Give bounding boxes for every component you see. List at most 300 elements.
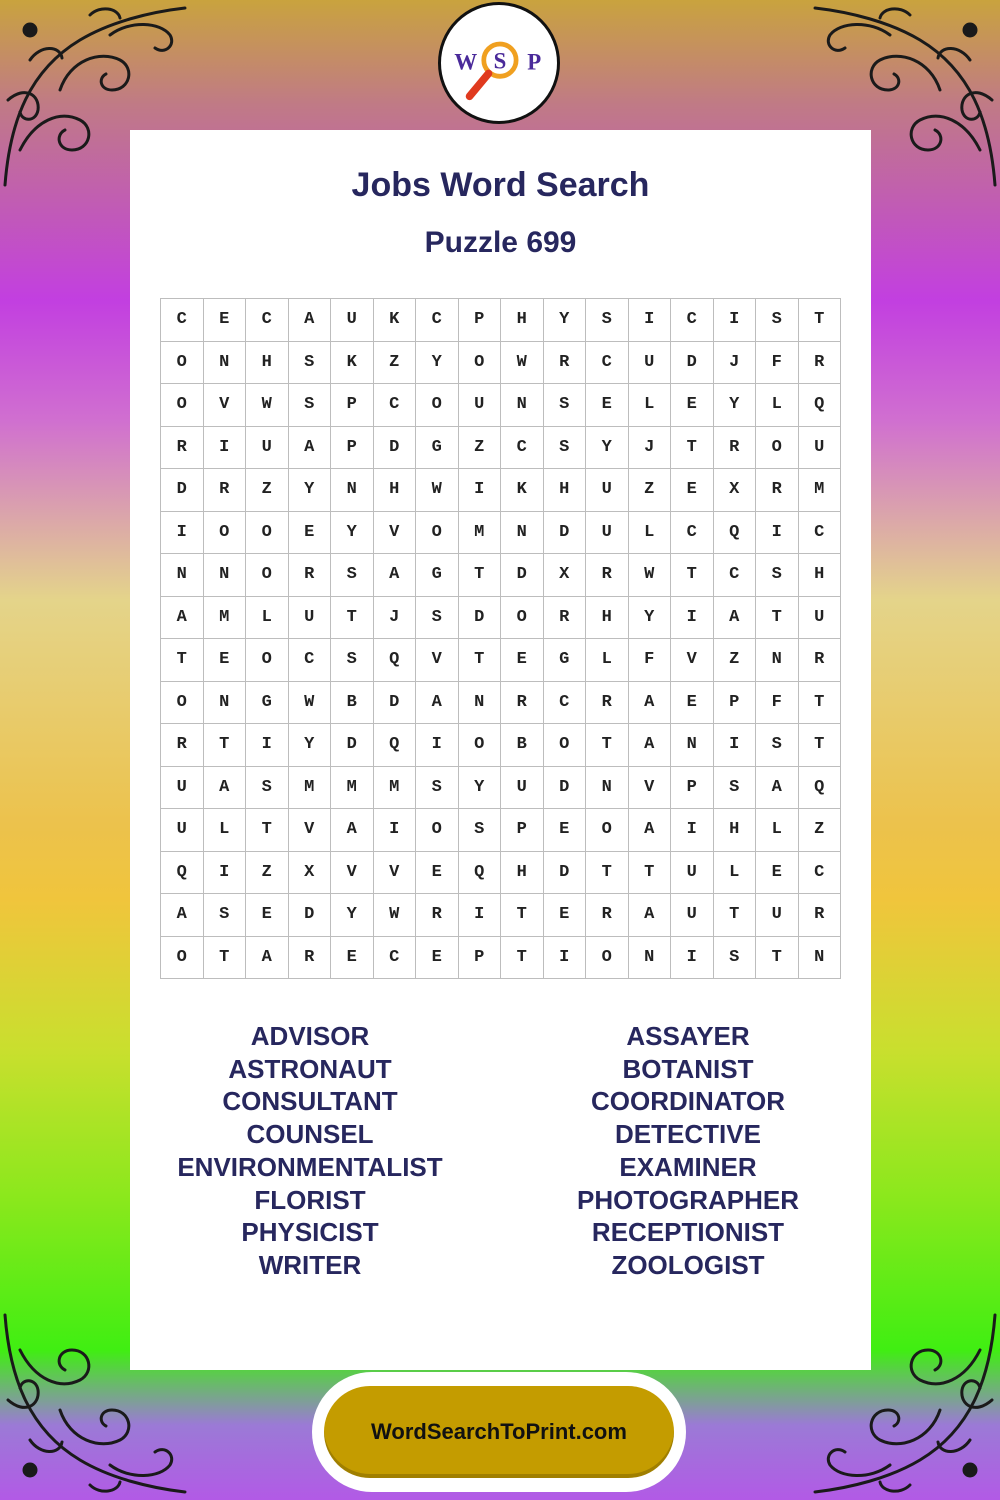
grid-cell[interactable]: O: [543, 724, 586, 767]
grid-cell[interactable]: S: [288, 384, 331, 427]
grid-cell[interactable]: L: [203, 809, 246, 852]
grid-cell[interactable]: N: [203, 341, 246, 384]
grid-cell[interactable]: S: [203, 894, 246, 937]
grid-cell[interactable]: X: [713, 469, 756, 512]
grid-cell[interactable]: A: [416, 681, 459, 724]
grid-cell[interactable]: O: [161, 936, 204, 979]
word-list-item: ASSAYER: [626, 1021, 750, 1051]
grid-cell[interactable]: L: [628, 384, 671, 427]
grid-cell[interactable]: Z: [246, 469, 289, 512]
grid-cell[interactable]: L: [756, 809, 799, 852]
grid-cell[interactable]: Y: [586, 426, 629, 469]
grid-cell[interactable]: C: [161, 299, 204, 342]
grid-cell[interactable]: D: [543, 851, 586, 894]
grid-cell[interactable]: F: [628, 639, 671, 682]
grid-cell[interactable]: A: [161, 596, 204, 639]
grid-cell[interactable]: N: [756, 639, 799, 682]
grid-cell[interactable]: U: [671, 851, 714, 894]
grid-cell[interactable]: N: [501, 511, 544, 554]
grid-cell[interactable]: A: [628, 809, 671, 852]
grid-cell[interactable]: R: [161, 724, 204, 767]
puzzle-sheet: [130, 130, 871, 1370]
grid-row: [161, 596, 841, 639]
page-title: Jobs Word Search: [351, 166, 650, 204]
grid-cell[interactable]: G: [416, 426, 459, 469]
grid-cell[interactable]: G: [416, 554, 459, 597]
grid-cell[interactable]: V: [203, 384, 246, 427]
grid-cell[interactable]: L: [713, 851, 756, 894]
grid-cell[interactable]: A: [373, 554, 416, 597]
grid-cell[interactable]: D: [501, 554, 544, 597]
grid-cell[interactable]: Y: [543, 299, 586, 342]
grid-cell[interactable]: O: [416, 511, 459, 554]
grid-cell[interactable]: Y: [416, 341, 459, 384]
grid-cell[interactable]: S: [713, 936, 756, 979]
grid-cell[interactable]: C: [798, 511, 841, 554]
grid-cell[interactable]: R: [586, 681, 629, 724]
grid-cell[interactable]: C: [373, 936, 416, 979]
grid-cell[interactable]: T: [501, 936, 544, 979]
grid-cell[interactable]: P: [501, 809, 544, 852]
grid-cell[interactable]: O: [458, 724, 501, 767]
grid-cell[interactable]: T: [756, 596, 799, 639]
grid-cell[interactable]: O: [161, 341, 204, 384]
grid-cell[interactable]: O: [501, 596, 544, 639]
word-list-item: COORDINATOR: [590, 1086, 786, 1117]
word-list-item: PHOTOGRAPHER: [577, 1184, 799, 1215]
grid-cell[interactable]: S: [713, 766, 756, 809]
grid-cell[interactable]: P: [671, 766, 714, 809]
grid-cell[interactable]: A: [288, 299, 331, 342]
grid-cell[interactable]: I: [628, 299, 671, 342]
grid-cell[interactable]: K: [373, 299, 416, 342]
grid-cell[interactable]: I: [671, 809, 714, 852]
grid-cell[interactable]: Y: [331, 894, 374, 937]
grid-cell[interactable]: I: [713, 724, 756, 767]
grid-cell[interactable]: O: [161, 384, 204, 427]
grid-cell[interactable]: E: [671, 384, 714, 427]
grid-cell[interactable]: K: [501, 469, 544, 512]
grid-row: [161, 384, 841, 427]
grid-cell[interactable]: T: [671, 426, 714, 469]
grid-cell[interactable]: I: [671, 936, 714, 979]
grid-cell[interactable]: D: [161, 469, 204, 512]
grid-cell[interactable]: U: [161, 766, 204, 809]
grid-cell[interactable]: D: [288, 894, 331, 937]
grid-cell[interactable]: I: [416, 724, 459, 767]
grid-cell[interactable]: Q: [798, 384, 841, 427]
word-list-item: ENVIRONMENTALIST: [177, 1151, 443, 1182]
word-list-item: DETECTIVE: [615, 1119, 761, 1150]
word-list-item: FLORIST: [254, 1184, 366, 1215]
grid-cell[interactable]: A: [756, 766, 799, 809]
grid-cell[interactable]: D: [331, 724, 374, 767]
grid-cell[interactable]: I: [246, 724, 289, 767]
grid-cell[interactable]: J: [628, 426, 671, 469]
grid-cell[interactable]: F: [756, 341, 799, 384]
grid-cell[interactable]: K: [331, 341, 374, 384]
grid-cell[interactable]: U: [331, 299, 374, 342]
grid-cell[interactable]: Z: [628, 469, 671, 512]
grid-cell[interactable]: N: [586, 766, 629, 809]
grid-cell[interactable]: O: [458, 341, 501, 384]
grid-cell[interactable]: N: [203, 681, 246, 724]
letter-grid: [160, 298, 841, 979]
grid-cell[interactable]: T: [798, 681, 841, 724]
grid-cell[interactable]: I: [543, 936, 586, 979]
grid-cell[interactable]: S: [416, 766, 459, 809]
grid-row: [161, 469, 841, 512]
grid-cell[interactable]: A: [628, 681, 671, 724]
grid-cell[interactable]: I: [161, 511, 204, 554]
grid-cell[interactable]: R: [501, 681, 544, 724]
grid-row: [161, 809, 841, 852]
grid-cell[interactable]: E: [501, 639, 544, 682]
grid-cell[interactable]: Q: [713, 511, 756, 554]
grid-cell[interactable]: V: [416, 639, 459, 682]
grid-cell[interactable]: A: [628, 894, 671, 937]
grid-cell[interactable]: S: [543, 384, 586, 427]
word-list-item: COUNSEL: [246, 1119, 374, 1150]
grid-cell[interactable]: Z: [373, 341, 416, 384]
grid-cell[interactable]: T: [713, 894, 756, 937]
grid-cell[interactable]: A: [246, 936, 289, 979]
grid-cell[interactable]: T: [458, 554, 501, 597]
grid-cell[interactable]: D: [543, 511, 586, 554]
grid-cell[interactable]: U: [798, 426, 841, 469]
grid-cell[interactable]: Y: [458, 766, 501, 809]
grid-cell[interactable]: R: [288, 936, 331, 979]
grid-row: [161, 511, 841, 554]
word-list-item: BOTANIST: [622, 1053, 754, 1084]
grid-row: [161, 766, 841, 809]
grid-cell[interactable]: N: [161, 554, 204, 597]
grid-cell[interactable]: I: [713, 299, 756, 342]
grid-cell[interactable]: S: [331, 639, 374, 682]
grid-cell[interactable]: R: [798, 341, 841, 384]
grid-cell[interactable]: R: [203, 469, 246, 512]
grid-cell[interactable]: R: [798, 894, 841, 937]
grid-cell[interactable]: X: [543, 554, 586, 597]
grid-cell[interactable]: N: [331, 469, 374, 512]
grid-cell[interactable]: O: [756, 426, 799, 469]
grid-cell[interactable]: L: [246, 596, 289, 639]
grid-cell[interactable]: H: [713, 809, 756, 852]
grid-row: [161, 894, 841, 937]
logo-letter-p: P: [527, 49, 542, 75]
word-list-item: CONSULTANT: [222, 1086, 398, 1117]
grid-cell[interactable]: U: [586, 511, 629, 554]
grid-cell[interactable]: H: [246, 341, 289, 384]
grid-cell[interactable]: E: [331, 936, 374, 979]
grid-cell[interactable]: A: [203, 766, 246, 809]
grid-cell[interactable]: A: [713, 596, 756, 639]
grid-cell[interactable]: U: [756, 894, 799, 937]
grid-cell[interactable]: P: [713, 681, 756, 724]
word-list-right: [508, 1020, 868, 1282]
grid-cell[interactable]: R: [798, 639, 841, 682]
grid-cell[interactable]: T: [586, 724, 629, 767]
site-link[interactable]: WordSearchToPrint.com: [324, 1386, 674, 1478]
grid-cell[interactable]: O: [416, 809, 459, 852]
grid-cell[interactable]: T: [586, 851, 629, 894]
grid-cell[interactable]: C: [671, 299, 714, 342]
grid-cell[interactable]: A: [331, 809, 374, 852]
grid-cell[interactable]: M: [203, 596, 246, 639]
grid-cell[interactable]: W: [416, 469, 459, 512]
grid-cell[interactable]: I: [458, 894, 501, 937]
grid-cell[interactable]: P: [331, 384, 374, 427]
grid-cell[interactable]: E: [203, 639, 246, 682]
grid-cell[interactable]: N: [203, 554, 246, 597]
grid-cell[interactable]: O: [246, 554, 289, 597]
word-list-item: EXAMINER: [619, 1151, 757, 1182]
grid-cell[interactable]: T: [203, 724, 246, 767]
grid-cell[interactable]: C: [246, 299, 289, 342]
grid-cell[interactable]: A: [288, 426, 331, 469]
grid-cell[interactable]: U: [458, 384, 501, 427]
grid-cell[interactable]: C: [543, 681, 586, 724]
grid-cell[interactable]: I: [373, 809, 416, 852]
grid-cell[interactable]: U: [246, 426, 289, 469]
grid-row: [161, 639, 841, 682]
grid-cell[interactable]: E: [203, 299, 246, 342]
grid-cell[interactable]: I: [203, 851, 246, 894]
grid-cell[interactable]: Y: [331, 511, 374, 554]
grid-cell[interactable]: R: [713, 426, 756, 469]
grid-cell[interactable]: N: [501, 384, 544, 427]
grid-cell[interactable]: R: [288, 554, 331, 597]
grid-cell[interactable]: E: [586, 384, 629, 427]
grid-cell[interactable]: S: [543, 426, 586, 469]
grid-cell[interactable]: A: [628, 724, 671, 767]
grid-cell[interactable]: P: [458, 299, 501, 342]
grid-cell[interactable]: R: [756, 469, 799, 512]
grid-cell[interactable]: T: [671, 554, 714, 597]
grid-cell[interactable]: T: [331, 596, 374, 639]
grid-cell[interactable]: T: [798, 299, 841, 342]
grid-cell[interactable]: E: [288, 511, 331, 554]
grid-cell[interactable]: O: [586, 809, 629, 852]
grid-row: [161, 341, 841, 384]
grid-row: [161, 851, 841, 894]
grid-cell[interactable]: S: [756, 299, 799, 342]
grid-cell[interactable]: Y: [288, 724, 331, 767]
footer-badge: [312, 1372, 686, 1492]
grid-cell[interactable]: M: [373, 766, 416, 809]
grid-cell[interactable]: F: [756, 681, 799, 724]
grid-cell[interactable]: A: [161, 894, 204, 937]
grid-cell[interactable]: V: [628, 766, 671, 809]
grid-cell[interactable]: B: [501, 724, 544, 767]
grid-cell[interactable]: E: [416, 851, 459, 894]
grid-cell[interactable]: V: [373, 511, 416, 554]
grid-cell[interactable]: W: [628, 554, 671, 597]
grid-cell[interactable]: R: [543, 341, 586, 384]
grid-cell[interactable]: L: [756, 384, 799, 427]
grid-cell[interactable]: D: [373, 681, 416, 724]
logo-letter-w: W: [454, 49, 478, 75]
grid-row: [161, 426, 841, 469]
grid-cell[interactable]: C: [713, 554, 756, 597]
grid-cell[interactable]: D: [543, 766, 586, 809]
grid-cell[interactable]: O: [586, 936, 629, 979]
grid-cell[interactable]: E: [246, 894, 289, 937]
grid-cell[interactable]: Y: [628, 596, 671, 639]
grid-cell[interactable]: S: [331, 554, 374, 597]
grid-cell[interactable]: T: [501, 894, 544, 937]
grid-cell[interactable]: H: [373, 469, 416, 512]
grid-cell[interactable]: M: [458, 511, 501, 554]
grid-cell[interactable]: M: [331, 766, 374, 809]
grid-cell[interactable]: X: [288, 851, 331, 894]
grid-cell[interactable]: Y: [713, 384, 756, 427]
grid-cell[interactable]: E: [543, 809, 586, 852]
grid-cell[interactable]: V: [288, 809, 331, 852]
grid-cell[interactable]: V: [373, 851, 416, 894]
grid-cell[interactable]: D: [458, 596, 501, 639]
grid-cell[interactable]: O: [203, 511, 246, 554]
grid-cell[interactable]: C: [288, 639, 331, 682]
grid-cell[interactable]: T: [246, 809, 289, 852]
grid-cell[interactable]: E: [671, 469, 714, 512]
grid-cell[interactable]: T: [628, 851, 671, 894]
grid-cell[interactable]: B: [331, 681, 374, 724]
grid-cell[interactable]: H: [798, 554, 841, 597]
grid-cell[interactable]: C: [586, 341, 629, 384]
grid-cell[interactable]: S: [586, 299, 629, 342]
grid-cell[interactable]: S: [416, 596, 459, 639]
grid-cell[interactable]: O: [246, 639, 289, 682]
grid-cell[interactable]: L: [628, 511, 671, 554]
grid-cell[interactable]: W: [288, 681, 331, 724]
word-list-left: [130, 1020, 490, 1282]
grid-cell[interactable]: S: [756, 554, 799, 597]
grid-cell[interactable]: Q: [373, 639, 416, 682]
grid-cell[interactable]: T: [203, 936, 246, 979]
grid-cell[interactable]: O: [246, 511, 289, 554]
grid-cell[interactable]: S: [458, 809, 501, 852]
grid-cell[interactable]: E: [671, 681, 714, 724]
grid-cell[interactable]: C: [373, 384, 416, 427]
grid-cell[interactable]: T: [798, 724, 841, 767]
grid-cell[interactable]: H: [543, 469, 586, 512]
grid-cell[interactable]: C: [671, 511, 714, 554]
grid-cell[interactable]: M: [798, 469, 841, 512]
grid-cell[interactable]: M: [288, 766, 331, 809]
grid-cell[interactable]: W: [501, 341, 544, 384]
grid-cell[interactable]: I: [756, 511, 799, 554]
grid-cell[interactable]: I: [203, 426, 246, 469]
grid-cell[interactable]: U: [798, 596, 841, 639]
grid-cell[interactable]: E: [543, 894, 586, 937]
grid-cell[interactable]: I: [458, 469, 501, 512]
grid-cell[interactable]: W: [373, 894, 416, 937]
grid-cell[interactable]: T: [458, 639, 501, 682]
grid-row: [161, 681, 841, 724]
grid-cell[interactable]: U: [671, 894, 714, 937]
grid-cell[interactable]: S: [246, 766, 289, 809]
grid-cell[interactable]: P: [458, 936, 501, 979]
grid-cell[interactable]: W: [246, 384, 289, 427]
grid-cell[interactable]: N: [628, 936, 671, 979]
word-list-item: WRITER: [258, 1249, 362, 1280]
wsp-logo: [438, 2, 560, 124]
grid-cell[interactable]: Z: [458, 426, 501, 469]
grid-row: [161, 936, 841, 979]
grid-cell[interactable]: O: [416, 384, 459, 427]
grid-cell[interactable]: U: [501, 766, 544, 809]
grid-cell[interactable]: I: [671, 596, 714, 639]
word-list-item: PHYSICIST: [241, 1217, 379, 1248]
grid-cell[interactable]: Q: [161, 851, 204, 894]
grid-cell[interactable]: U: [586, 469, 629, 512]
grid-cell[interactable]: S: [756, 724, 799, 767]
grid-cell[interactable]: P: [331, 426, 374, 469]
grid-cell[interactable]: R: [586, 554, 629, 597]
grid-cell[interactable]: U: [161, 809, 204, 852]
grid-row: [161, 554, 841, 597]
grid-cell[interactable]: U: [288, 596, 331, 639]
grid-cell[interactable]: R: [416, 894, 459, 937]
grid-cell[interactable]: Y: [288, 469, 331, 512]
grid-cell[interactable]: R: [586, 894, 629, 937]
word-list-item: ASTRONAUT: [228, 1053, 392, 1084]
grid-cell[interactable]: Q: [373, 724, 416, 767]
grid-cell[interactable]: S: [288, 341, 331, 384]
grid-cell[interactable]: Q: [458, 851, 501, 894]
grid-cell[interactable]: D: [671, 341, 714, 384]
grid-cell[interactable]: T: [756, 936, 799, 979]
grid-cell[interactable]: G: [246, 681, 289, 724]
grid-cell[interactable]: H: [501, 299, 544, 342]
grid-cell[interactable]: H: [586, 596, 629, 639]
grid-cell[interactable]: Q: [798, 766, 841, 809]
grid-cell[interactable]: J: [713, 341, 756, 384]
grid-cell[interactable]: Z: [713, 639, 756, 682]
grid-cell[interactable]: E: [416, 936, 459, 979]
grid-cell[interactable]: N: [798, 936, 841, 979]
grid-cell[interactable]: N: [671, 724, 714, 767]
grid-cell[interactable]: C: [416, 299, 459, 342]
grid-row: [161, 299, 841, 342]
grid-cell[interactable]: H: [501, 851, 544, 894]
grid-row: [161, 724, 841, 767]
logo-letter-s: S: [493, 48, 507, 74]
grid-cell[interactable]: V: [671, 639, 714, 682]
grid-cell[interactable]: T: [161, 639, 204, 682]
grid-cell[interactable]: J: [373, 596, 416, 639]
grid-cell[interactable]: G: [543, 639, 586, 682]
grid-cell[interactable]: V: [331, 851, 374, 894]
grid-cell[interactable]: D: [373, 426, 416, 469]
grid-cell[interactable]: R: [161, 426, 204, 469]
word-list-item: RECEPTIONIST: [591, 1217, 785, 1248]
grid-cell[interactable]: Z: [246, 851, 289, 894]
grid-cell[interactable]: R: [543, 596, 586, 639]
grid-cell[interactable]: L: [586, 639, 629, 682]
grid-cell[interactable]: C: [501, 426, 544, 469]
word-list-item: ZOOLOGIST: [611, 1249, 765, 1280]
grid-cell[interactable]: E: [756, 851, 799, 894]
grid-cell[interactable]: O: [161, 681, 204, 724]
grid-cell[interactable]: Z: [798, 809, 841, 852]
grid-cell[interactable]: N: [458, 681, 501, 724]
puzzle-number: Puzzle 699: [424, 226, 577, 259]
grid-cell[interactable]: C: [798, 851, 841, 894]
word-list-item: ADVISOR: [250, 1021, 370, 1051]
grid-cell[interactable]: U: [628, 341, 671, 384]
